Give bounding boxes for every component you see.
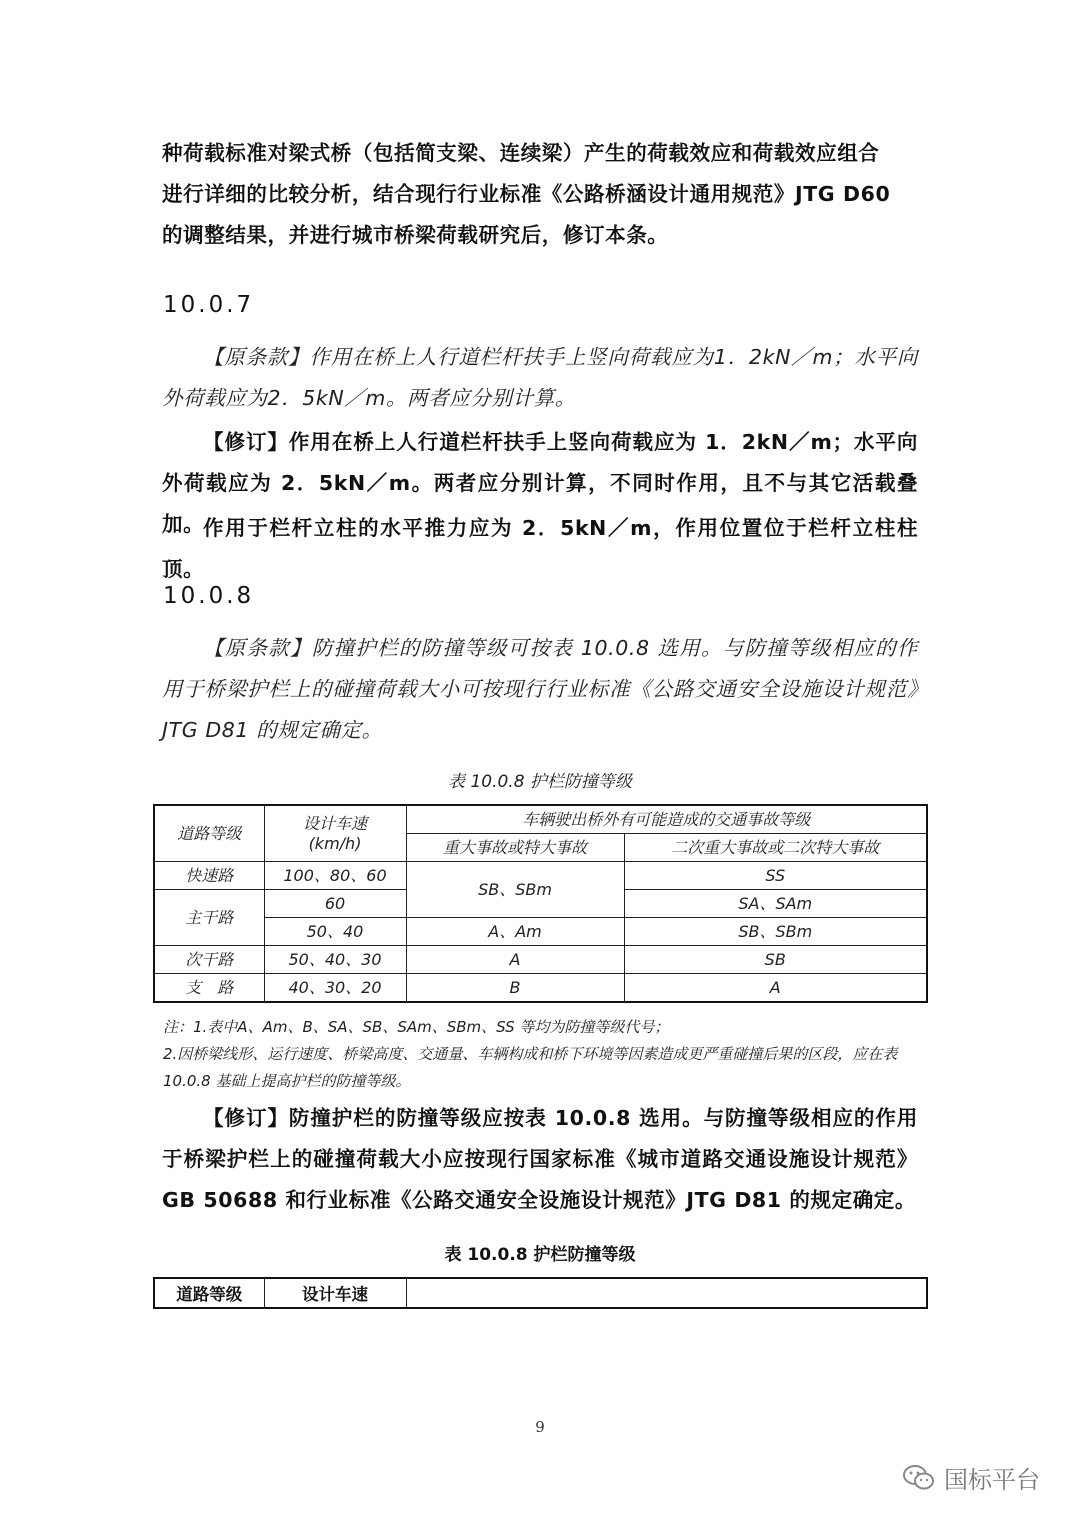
table-cell: A、Am (406, 918, 624, 946)
table-cell: 次干路 (154, 946, 264, 974)
header-secondary-accident: 二次重大事故或二次特大事故 (624, 834, 927, 862)
collision-grade-table-revised (153, 1277, 928, 1309)
table-cell: 40、30、20 (264, 974, 406, 1003)
table-cell: SB、SBm (406, 862, 624, 918)
table-note-1: 注：1.表中A、Am、B、SA、SB、SAm、SBm、SS 等均为防撞等级代号； (163, 1018, 670, 1036)
intro-line-1: 种荷载标准对梁式桥（包括简支梁、连续梁）产生的荷载效应和荷载效应组合 (162, 141, 880, 165)
header-road-grade: 道路等级 (154, 1278, 264, 1308)
original-clause-10-0-7: 【原条款】作用在桥上人行道栏杆扶手上竖向荷载应为1．2kN／m；水平向外荷载应为2．5kN／m。两者应分别计算。 (162, 345, 918, 410)
original-clause-10-0-8: 【原条款】防撞护栏的防撞等级可按表 10.0.8 选用。与防撞等级相应的作用于桥梁护栏上的碰撞荷载大小可按现行行业标准《公路交通安全设施设计规范》JTG D81 的规定确定。 (162, 636, 918, 742)
header-design-speed-label: 设计车速 (302, 813, 367, 833)
table-cell: 主干路 (154, 890, 264, 946)
section-number-10-0-7: 10.0.7 (163, 292, 255, 318)
table-cell: A (406, 946, 624, 974)
revision-clause-10-0-8: 【修订】防撞护栏的防撞等级应按表 10.0.8 选用。与防撞等级相应的作用于桥梁护栏上的碰撞荷载大小应按现行国家标准《城市道路交通设施设计规范》GB 50688 和行业标准《公路交通安全设施设计规范》JTG D81 的规定确定。 (162, 1106, 918, 1212)
table-note-2: 2.因桥梁线形、运行速度、桥梁高度、交通量、车辆构成和桥下环境等因素造成更严重碰撞后果的区段，应在表 10.0.8 基础上提高护栏的防撞等级。 (163, 1045, 898, 1090)
header-accident-grade: 车辆驶出桥外有可能造成的交通事故等级 (406, 805, 927, 834)
collision-grade-table-original (153, 804, 928, 1003)
wechat-icon (902, 1463, 936, 1493)
table-cell: B (406, 974, 624, 1003)
revision-clause-10-0-7: 【修订】作用在桥上人行道栏杆扶手上竖向荷载应为 1．2kN／m；水平向外荷载应为 2．5kN／m。两者应分别计算，不同时作用，且不与其它活载叠加。 (162, 430, 918, 536)
page-number: 9 (535, 1418, 545, 1436)
table-cell: A (624, 974, 927, 1003)
section-number-10-0-8: 10.0.8 (163, 583, 255, 609)
table-caption-revised: 表 10.0.8 护栏防撞等级 (444, 1245, 636, 1265)
watermark-text: 国标平台 (944, 1466, 1040, 1494)
table-cell: SB、SBm (624, 918, 927, 946)
table-cell: 快速路 (154, 862, 264, 890)
table-cell: 60 (264, 890, 406, 918)
table-caption-original: 表 10.0.8 护栏防撞等级 (448, 772, 632, 792)
watermark (902, 1460, 1040, 1495)
table-cell: 50、40、30 (264, 946, 406, 974)
header-design-speed-unit: (km/h) (308, 833, 362, 853)
table-cell: 支 路 (154, 974, 264, 1003)
header-road-grade: 道路等级 (154, 805, 264, 862)
table-cell: SB (624, 946, 927, 974)
header-major-accident: 重大事故或特大事故 (406, 834, 624, 862)
table-cell: SA、SAm (624, 890, 927, 918)
intro-line-3: 的调整结果，并进行城市桥梁荷载研究后，修订本条。 (162, 223, 669, 247)
revision-clause-10-0-7-extra: 作用于栏杆立柱的水平推力应为 2．5kN／m，作用位置位于栏杆立柱柱顶。 (162, 516, 918, 581)
header-design-speed: 设计车速 (264, 1278, 406, 1308)
header-design-speed (264, 805, 406, 862)
table-cell: 100、80、60 (264, 862, 406, 890)
table-cell: SS (624, 862, 927, 890)
header-empty (406, 1278, 927, 1308)
intro-line-2: 进行详细的比较分析，结合现行行业标准《公路桥涵设计通用规范》JTG D60 (162, 182, 891, 206)
table-cell: 50、40 (264, 918, 406, 946)
